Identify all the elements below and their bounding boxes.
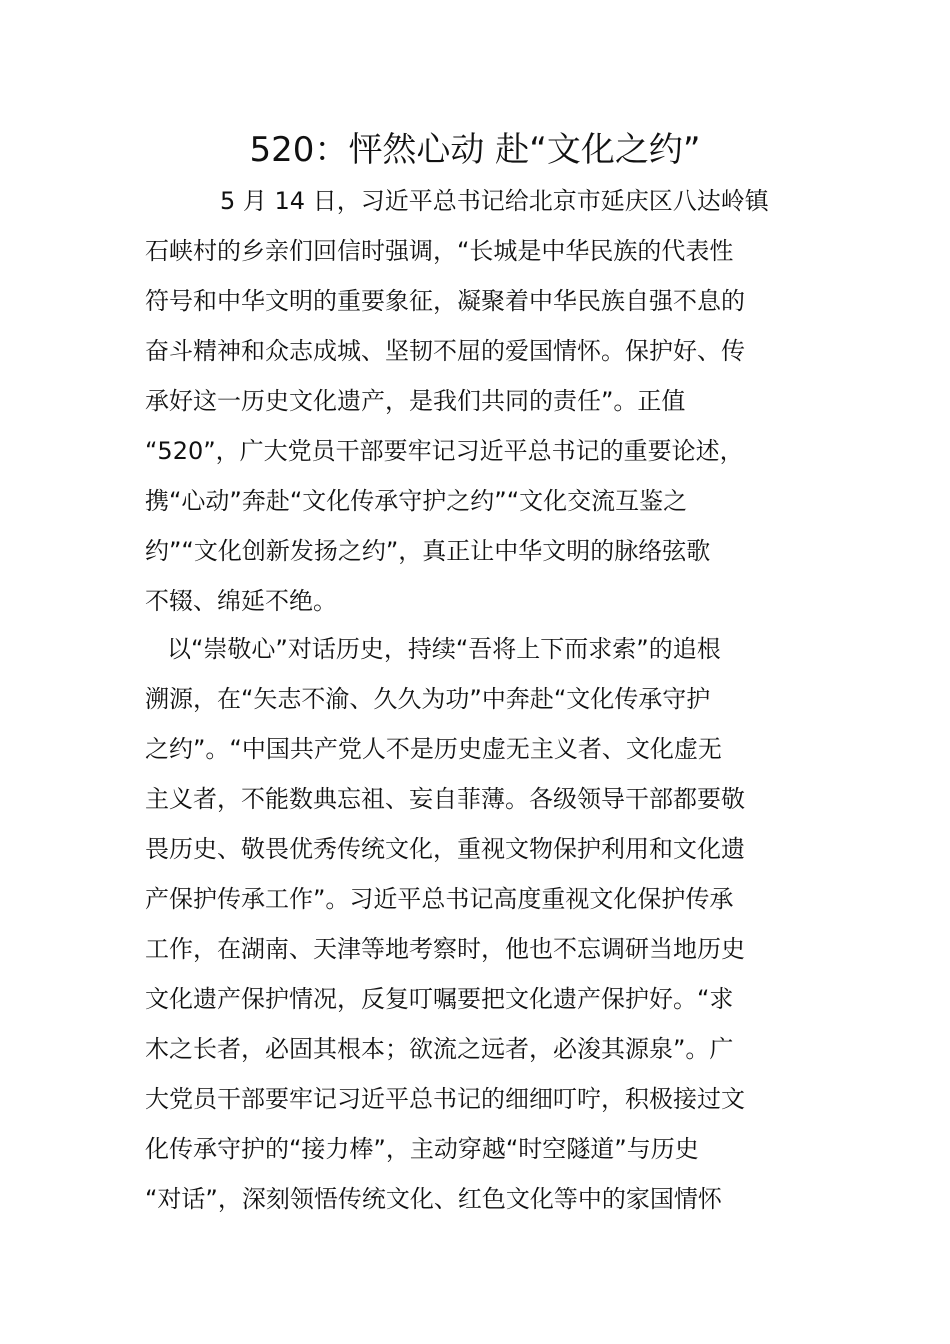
text-line: 化传承守护的“接力棒”，主动穿越“时空隧道”与历史 bbox=[145, 1135, 699, 1163]
text-line: 文化遗产保护情况，反复叮嘱要把文化遗产保护好。“求 bbox=[145, 985, 734, 1013]
text-line: 木之长者，必固其根本；欲流之远者，必浚其源泉”。广 bbox=[145, 1035, 734, 1063]
document-title: 520：怦然心动 赴“文化之约” bbox=[249, 130, 701, 170]
text-line: 奋斗精神和众志成城、坚韧不屈的爱国情怀。保护好、传 bbox=[145, 337, 745, 365]
text-line: 主义者，不能数典忘祖、妄自菲薄。各级领导干部都要敬 bbox=[145, 785, 745, 813]
text-line: 工作，在湖南、天津等地考察时，他也不忘调研当地历史 bbox=[145, 935, 745, 963]
text-line: 以“崇敬心”对话历史，持续“吾将上下而求索”的追根 bbox=[167, 635, 721, 663]
text-line: 携“心动”奔赴“文化传承守护之约”“文化交流互鉴之 bbox=[145, 487, 688, 515]
text-line: 不辍、绵延不绝。 bbox=[145, 587, 337, 615]
text-line: 5 月 14 日，习近平总书记给北京市延庆区八达岭镇 bbox=[220, 187, 769, 215]
text-line: 之约”。“中国共产党人不是历史虚无主义者、文化虚无 bbox=[145, 735, 722, 763]
text-line: 石峡村的乡亲们回信时强调，“长城是中华民族的代表性 bbox=[145, 237, 734, 265]
text-line: 产保护传承工作”。习近平总书记高度重视文化保护传承 bbox=[145, 885, 734, 913]
text-line: 畏历史、敬畏优秀传统文化，重视文物保护利用和文化遗 bbox=[145, 835, 745, 863]
text-line: 溯源，在“矢志不渝、久久为功”中奔赴“文化传承守护 bbox=[145, 685, 711, 713]
text-line: 符号和中华文明的重要象征，凝聚着中华民族自强不息的 bbox=[145, 287, 745, 315]
text-line: 约”“文化创新发扬之约”，真正让中华文明的脉络弦歌 bbox=[145, 537, 711, 565]
paragraph-2 bbox=[145, 624, 810, 1224]
text-line: 大党员干部要牢记习近平总书记的细细叮咛，积极接过文 bbox=[145, 1085, 745, 1113]
text-line: “520”，广大党员干部要牢记习近平总书记的重要论述， bbox=[145, 437, 744, 465]
text-line: 承好这一历史文化遗产，是我们共同的责任”。正值 bbox=[145, 387, 686, 415]
paragraph-1 bbox=[145, 176, 810, 626]
text-line: “对话”，深刻领悟传统文化、红色文化等中的家国情怀 bbox=[145, 1185, 722, 1213]
